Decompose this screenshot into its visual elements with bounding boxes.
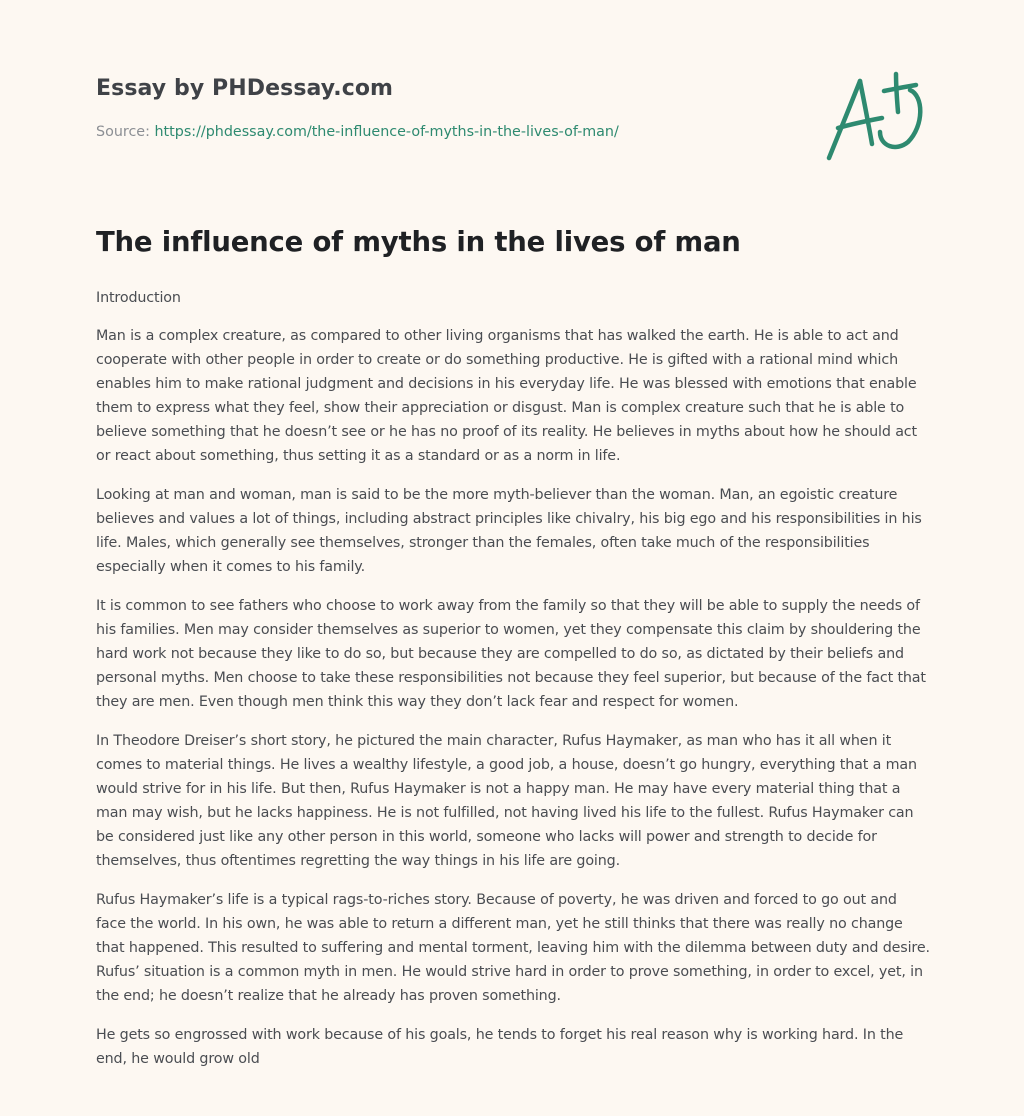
essay-paragraph: It is common to see fathers who choose to work away from the family so that they will be able to supply the needs of his families. Men may consider themselves as superior to women, yet they compensate this claim by shouldering the hard work not because they like to do so, but because they are compelled to do so, as dictated by their beliefs and personal myths. Men choose to take these responsibilities not because they feel superior, but because of the fact that they are men. Even though men think this way they don’t lack fear and respect for women. [96, 598, 926, 710]
site-title: Essay by PHDessay.com [96, 76, 394, 101]
essay-body [96, 286, 930, 1086]
a-plus-logo-icon [820, 66, 930, 166]
essay-paragraph: He gets so engrossed with work because of his goals, he tends to forget his real reason why is working hard. In the end, he would grow old [96, 1027, 904, 1067]
source-link[interactable]: https://phdessay.com/the-influence-of-myths-in-the-lives-of-man/ [154, 124, 619, 140]
essay-paragraph: In Theodore Dreiser’s short story, he pictured the main character, Rufus Haymaker, as man who has it all when it comes to material things. He lives a wealthy lifestyle, a good job, a house, doesn’t go hungry, everything that a man would strive for in his life. But then, Rufus Haymaker is not a happy man. He may have every material thing that a man may wish, but he lacks happiness. He is not fulfilled, not having lived his life to the fullest. Rufus Haymaker can be considered just like any other person in this world, someone who lacks will power and strength to decide for themselves, thus oftentimes regretting the way things in his life are going. [96, 733, 917, 869]
essay-paragraph: Looking at man and woman, man is said to be the more myth-believer than the woman. Man, an egoistic creature believes and values a lot of things, including abstract principles like chivalry, his big ego and his responsibilities in his life. Males, which generally see themselves, stronger than the females, often take much of the responsibilities especially when it comes to his family. [96, 487, 922, 575]
essay-paragraph: Rufus Haymaker’s life is a typical rags-to-riches story. Because of poverty, he was driven and forced to go out and face the world. In his own, he was able to return a different man, yet he still thinks that there was really no change that happened. This resulted to suffering and mental torment, leaving him with the dilemma between duty and desire. Rufus’ situation is a common myth in men. He would strive hard in order to prove something, in order to excel, yet, in the end; he doesn’t realize that he already has proven something. [96, 892, 930, 1004]
source-line [96, 124, 619, 140]
source-label: Source: [96, 124, 150, 140]
essay-heading-introduction: Introduction [96, 290, 181, 306]
essay-paragraph: Man is a complex creature, as compared to other living organisms that has walked the earth. He is able to act and cooperate with other people in order to create or do something productive. He is gifted with a rational mind which enables him to make rational judgment and decisions in his everyday life. He was blessed with emotions that enable them to express what they feel, show their appreciation or disgust. Man is complex creature such that he is able to believe something that he doesn’t see or he has no proof of its reality. He believes in myths about how he should act or react about something, thus setting it as a standard or as a norm in life. [96, 328, 917, 464]
essay-title: The influence of myths in the lives of man [96, 226, 741, 258]
